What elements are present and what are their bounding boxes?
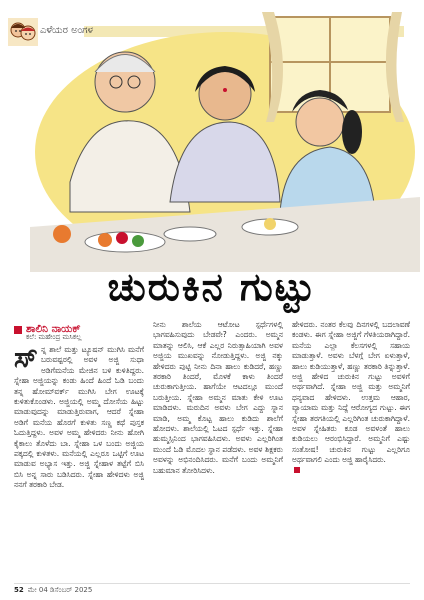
issue-info: ಮೇ 04 ಡಿಸೆಂಬರ್ 2025: [27, 586, 93, 594]
author-marker-icon: [14, 326, 22, 334]
story-title: ಚುರುಕಿನ ಗುಟ್ಟು: [107, 264, 317, 309]
story-illustration: [30, 12, 420, 272]
author-name: ಶಾಲಿನಿ ನಾಯಕ್: [26, 323, 81, 335]
page-footer: [14, 586, 92, 595]
column-2-text: ನೀನು ಶಾಲೆಯ ಆಟೋಟ ಸ್ಪರ್ಧೆಗಳಲ್ಲಿ ಭಾಗವಹಿಸುವುದು ಬೇಡವೇ? ಎಂದರು. ಅಮ್ಮನ ಮಾತನ್ನು ಆಲಿಸಿ, ಆಕೆ ಎಲ್ಲರ ನಿರುತ್ಸಾಹಿಯಾಗಿ ಅವಳ ಅಜ್ಜಿಯ ಮುಖವನ್ನು ನೋಡುತ್ತಿದ್ದಳು. ಅಜ್ಜಿ ನಕ್ಕು ಹೇಳಿದರು ಪುಟ್ಟಿ ನೀನು ದಿನಾ ಹಾಲು ಕುಡಿದರೆ, ಹಣ್ಣು ತರಕಾರಿ ತಿಂದರೆ, ಮೊಳಕೆ ಕಾಳು ತಿಂದರೆ ಚುರುಕಾಗುತ್ತೀಯ. ಹಾಗೆಯೇ ಆಟದಲ್ಲೂ ಮುಂದೆ ಬರುತ್ತೀಯ. ಸ್ನೇಹಾ ಅಮ್ಮನ ಮಾತು ಕೇಳಿ ಊಟ ಮಾಡಿದಳು. ಮರುದಿನ ಅವಳು ಬೇಗ ಎದ್ದು ಸ್ನಾನ ಮಾಡಿ, ಅಮ್ಮ ಕೊಟ್ಟ ಹಾಲು ಕುಡಿದು ಶಾಲೆಗೆ ಹೋದಳು. ಶಾಲೆಯಲ್ಲಿ ಓಟದ ಸ್ಪರ್ಧೆ ಇತ್ತು. ಸ್ನೇಹಾ ಹುಮ್ಮಸ್ಸಿನಿಂದ ಭಾಗವಹಿಸಿದಳು. ಅವಳು ಎಲ್ಲರಿಗಿಂತ ಮುಂದೆ ಓಡಿ ಮೊದಲ ಸ್ಥಾನ ಪಡೆದಳು. ಅವಳ ಶಿಕ್ಷಕರು ಅವಳನ್ನು ಅಭಿನಂದಿಸಿದರು. ಮನೆಗೆ ಬಂದು ಅಮ್ಮನಿಗೆ ಬಹುಮಾನ ತೋರಿಸಿದಳು.: [153, 320, 283, 475]
column-3-text: ಹೇಳಿದರು. ನಂತರ ಕೆಲವು ದಿನಗಳಲ್ಲಿ ಬದಲಾವಣೆ ಕಂಡಳು. ಈಗ ಸ್ನೇಹಾ ಅಜ್ಜಿಗೆ ಗೆಳತಿಯರಾಗಿದ್ದಾರೆ. ಮನೆಯ ಎಲ್ಲಾ ಕೆಲಸಗಳಲ್ಲಿ ಸಹಾಯ ಮಾಡುತ್ತಾಳೆ. ಅವಳು ಬೆಳಗ್ಗೆ ಬೇಗ ಏಳುತ್ತಾಳೆ, ಹಾಲು ಕುಡಿಯುತ್ತಾಳೆ, ಹಣ್ಣು ತರಕಾರಿ ತಿನ್ನುತ್ತಾಳೆ. ಅಜ್ಜಿ ಹೇಳಿದ ಚುರುಕಿನ ಗುಟ್ಟು ಅವಳಿಗೆ ಅರ್ಥವಾಗಿದೆ. ಸ್ನೇಹಾ ಅಜ್ಜಿ ಮತ್ತು ಅಮ್ಮನಿಗೆ ಧನ್ಯವಾದ ಹೇಳಿದಳು. ಉತ್ತಮ ಆಹಾರ, ವ್ಯಾಯಾಮ ಮತ್ತು ನಿದ್ದೆ ಆರೋಗ್ಯದ ಗುಟ್ಟು. ಈಗ ಸ್ನೇಹಾ ತರಗತಿಯಲ್ಲಿ ಎಲ್ಲರಿಗಿಂತ ಚುರುಕಾಗಿದ್ದಾಳೆ. ಅವಳ ಸ್ನೇಹಿತರು ಕೂಡ ಅವಳಂತೆ ಹಾಲು ಕುಡಿಯಲು ಆರಂಭಿಸಿದ್ದಾರೆ. ಅಮ್ಮನಿಗೆ ಎಷ್ಟು ಸಂತೋಷ! ಚುರುಕಿನ ಗುಟ್ಟು ಎಲ್ಲರಿಗೂ ಅರ್ಥವಾಗಲಿ ಎಂದು ಅಜ್ಜಿ ಹಾರೈಸಿದರು.: [292, 320, 410, 465]
footer-divider: [14, 583, 410, 584]
illustrator-credit: ಕಲೆ: ಮಹೇಂದ್ರ ಮಸಿಕಲ್ಲ: [26, 333, 82, 341]
drop-cap: ಸ್: [14, 345, 38, 374]
page-number: 52: [14, 586, 24, 594]
section-title: ಎಳೆಯರ ಅಂಗಳ: [40, 25, 93, 36]
story-column-3: [292, 320, 410, 585]
story-column-2: [153, 320, 283, 585]
story-column-1: [14, 345, 144, 585]
author-block: [14, 319, 144, 341]
end-marker-icon: [294, 467, 300, 473]
column-1-text: ನ್ನ ಶಾಲೆ ಮತ್ತು ಟ್ಯೂಷನ್ ಮುಗಿಸಿ ಮನೆಗೆ ಬರುವಷ್ಟರಲ್ಲಿ ಅವಳ ಅಜ್ಜಿ ಸುಧಾ ಅಡಿಗೆಮನೆಯ ಮೇಜಿನ ಬಳಿ ಕುಳಿತಿದ್ದರು. ಸ್ನೇಹಾ ಅಜ್ಜಿಯನ್ನು ಕಂಡು ಹಿಂದೆ ಹಿಂದೆ ಓಡಿ ಬಂದು ತನ್ನ ಹೋಮ್‌ವರ್ಕ್ ಮುಗಿಸಿ ಬೇಗ ಊಟಕ್ಕೆ ಕುಳಿತುಕೊಂಡಳು. ಅಜ್ಜಿಯಲ್ಲಿ ಅಮ್ಮ ದೋಸೆಯ ಹಿಟ್ಟು ಮಾಡುವುದನ್ನು ಮಾಡುತ್ತಿರುವಾಗ, ಆದರೆ ಸ್ನೇಹಾ ಅಡಿಗೆ ಮನೆಯ ಹೊರಗೆ ಕುಳಿತು ಸಣ್ಣ ಕಥೆ ಪುಸ್ತಕ ಓದುತ್ತಿದ್ದಳು. ಅವಳ ಅಮ್ಮ ಹೇಳಿದರು ನೀನು ಹೋಗಿ ಕೈಕಾಲು ತೊಳೆದು ಬಾ. ಸ್ನೇಹಾ ಒಳ ಬಂದು ಅಜ್ಜಿಯ ಪಕ್ಕದಲ್ಲಿ ಕುಳಿತಳು. ಮನೆಯಲ್ಲಿ ಎಲ್ಲರೂ ಒಟ್ಟಿಗೆ ಊಟ ಮಾಡುವ ಅಭ್ಯಾಸ ಇತ್ತು. ಅಜ್ಜಿ ಸ್ನೇಹಾಳ ತಟ್ಟೆಗೆ ಬಿಸಿ ಬಿಸಿ ಅನ್ನ ಸಾರು ಬಡಿಸಿದರು. ಸ್ನೇಹಾ ಹೇಳಿದಳು ಅಜ್ಜಿ ನನಗೆ ತರಕಾರಿ ಬೇಡ.: [14, 345, 144, 490]
